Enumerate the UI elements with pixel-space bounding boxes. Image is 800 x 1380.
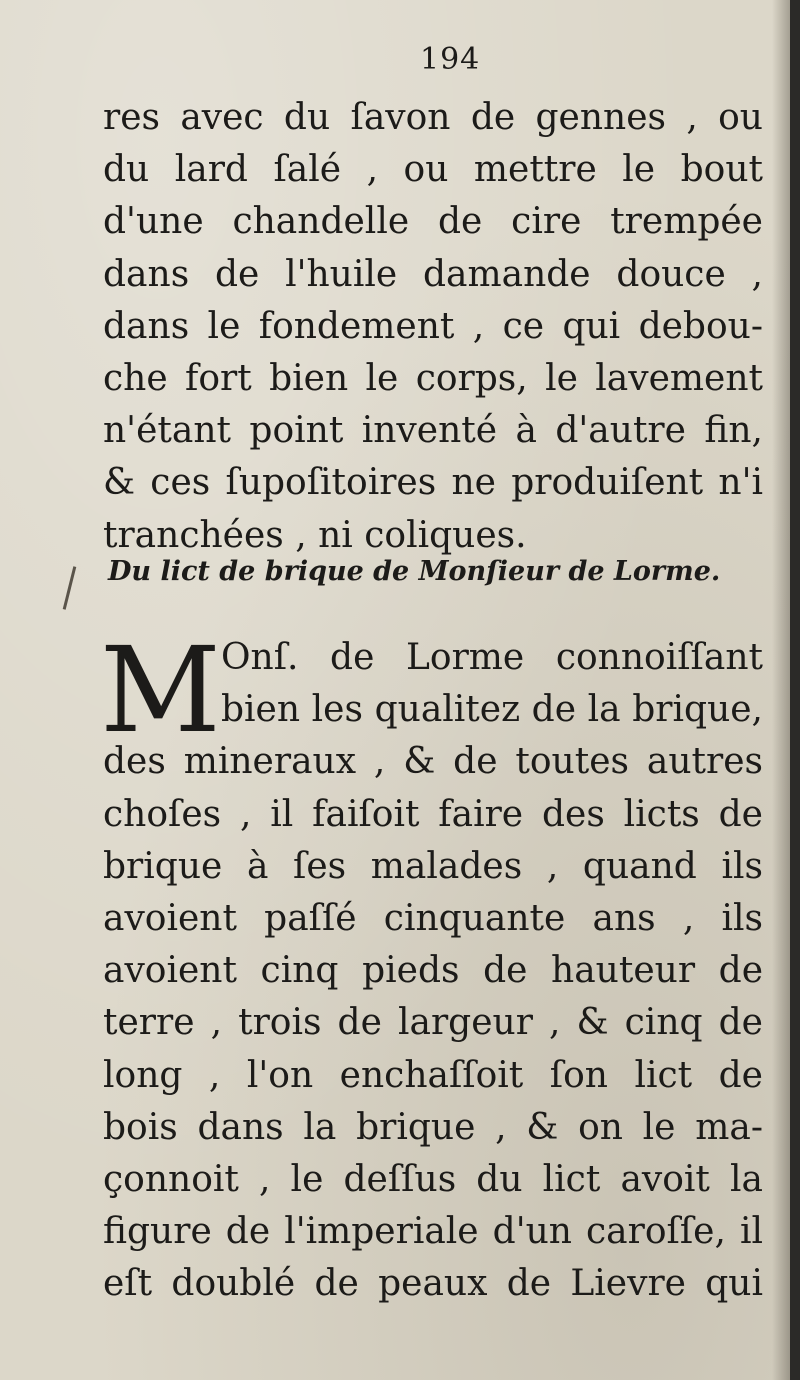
margin-pen-mark <box>63 566 77 609</box>
paragraph-1 <box>103 92 763 562</box>
section-heading: Du lict de brique de Monſieur de Lorme. <box>108 556 721 587</box>
page-edge-shadow <box>772 0 790 1380</box>
text-line: d'une chandelle de cire trempée <box>103 201 763 243</box>
text-line: tranchées , ni coliques. <box>103 514 527 556</box>
text-line: avoient cinq pieds de hauteur de <box>103 950 763 992</box>
text-line: bois dans la brique , & on le ma- <box>103 1106 763 1148</box>
text-line: figure de l'imperiale d'un caroſſe, il <box>103 1211 763 1253</box>
text-line: des mineraux , & de toutes autres <box>103 741 763 783</box>
text-line: long , l'on enchaſſoit ſon lict de <box>103 1054 763 1096</box>
page-number: 194 <box>420 42 481 77</box>
text-line: res avec du ſavon de gennes , ou <box>103 97 763 138</box>
text-line: avoient paſſé cinquante ans , ils <box>103 897 763 939</box>
text-line: dans le fondement , ce qui debou- <box>103 305 763 347</box>
text-line: & ces ſupoſitoires ne produiſent n'i <box>103 462 763 504</box>
text-line: eſt doublé de peaux de Lievre qui <box>103 1263 763 1305</box>
paragraph-2 <box>103 632 763 1310</box>
drop-cap: M <box>100 621 221 759</box>
text-line: n'étant point inventé à d'autre fin, <box>103 410 763 452</box>
text-line: bien les qualitez de la brique, <box>221 689 763 731</box>
text-line: çonnoit , le deſſus du lict avoit la <box>103 1158 763 1200</box>
text-line: Onſ. de Lorme connoiſſant <box>221 637 763 678</box>
text-line: choſes , il faiſoit faire des licts de <box>103 793 763 835</box>
text-line: terre , trois de largeur , & cinq de <box>103 1002 763 1044</box>
text-line: brique à ſes malades , quand ils <box>103 845 763 887</box>
text-line: du lard ſalé , ou mettre le bout <box>103 149 763 191</box>
text-line: dans de l'huile damande douce , <box>103 253 763 295</box>
text-line: che fort bien le corps, le lavement <box>103 357 763 399</box>
